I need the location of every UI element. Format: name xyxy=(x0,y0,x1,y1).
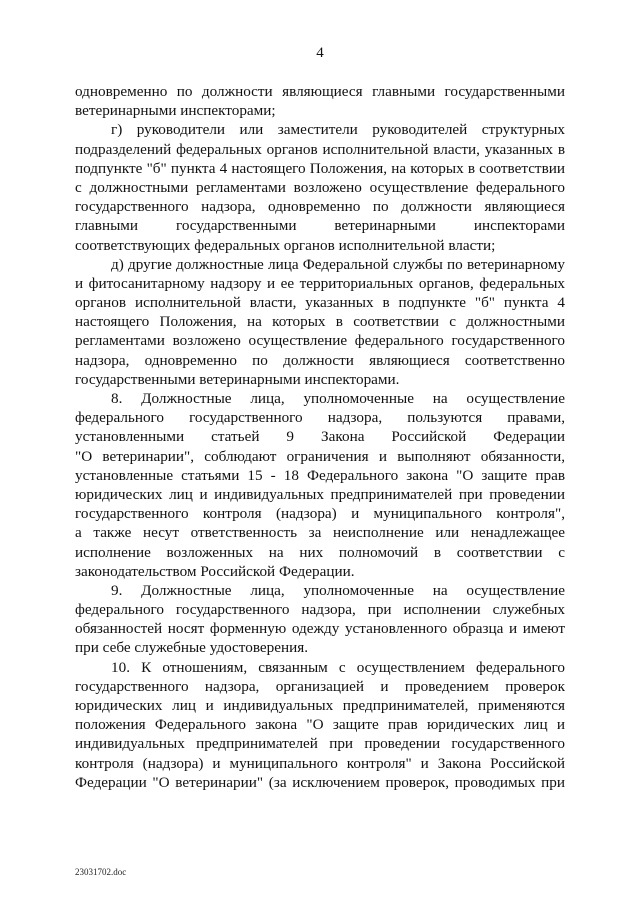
text-line: установленными статьей 9 Закона Российской Федерации xyxy=(75,428,565,446)
text-line: законодательством Российской Федерации. xyxy=(75,562,355,580)
text-line: государственного контроля (надзора) и муниципального контроля", xyxy=(75,505,565,523)
text-line: государственного надзора, одновременно по должности являющиеся xyxy=(75,198,565,216)
text-line: подпункте "б" пункта 4 настоящего Положения, на которых в соответствии xyxy=(75,159,565,177)
text-line: соответствующих федеральных органов исполнительной власти; xyxy=(75,236,496,254)
text-line: обязанностей носят форменную одежду установленного образца и имеют xyxy=(75,620,565,638)
text-line: 10. К отношениям, связанным с осуществлением федерального xyxy=(111,658,565,676)
text-line: государственными ветеринарными инспекторами. xyxy=(75,370,400,388)
text-line: одновременно по должности являющиеся главными государственными xyxy=(75,83,565,100)
text-line: контроля (надзора) и муниципального контроля" и Закона Российской xyxy=(75,754,565,772)
text-line: ветеринарными инспекторами; xyxy=(75,102,276,120)
text-line: 8. Должностные лица, уполномоченные на осуществление xyxy=(111,390,565,407)
text-line: 9. Должностные лица, уполномоченные на осуществление xyxy=(111,581,565,599)
text-line: надзора, одновременно по должности являющиеся соответственно xyxy=(75,351,565,369)
text-line: юридических лиц и индивидуальных предпринимателей при проведении xyxy=(75,485,565,503)
text-line: "О ветеринарии", соблюдают ограничения и выполняют обязанности, xyxy=(75,447,565,465)
text-line: подразделений федеральных органов исполнительной власти, указанных в xyxy=(75,140,565,158)
text-line: установленные статьями 15 - 18 Федерального закона "О защите прав xyxy=(75,466,565,484)
text-line: при себе служебные удостоверения. xyxy=(75,639,309,657)
text-line: исполнение возложенных на них полномочий в соответствии с xyxy=(75,543,565,561)
text-line: юридических лиц и индивидуальных предпринимателей, применяются xyxy=(75,697,565,714)
text-line: регламентами возложено осуществление федерального государственного xyxy=(75,332,565,350)
text-line: федерального государственного надзора, пользуются правами, xyxy=(75,409,565,427)
text-line: Федерации "О ветеринарии" (за исключением проверок, проводимых при xyxy=(75,773,565,791)
text-line: органов исполнительной власти, указанных в подпункте "б" пункта 4 xyxy=(75,294,565,312)
text-line: с должностными регламентами возложено осуществление федерального xyxy=(75,178,565,196)
text-line: федерального государственного надзора, при исполнении служебных xyxy=(75,601,565,619)
page-number: 4 xyxy=(316,45,324,61)
text-line: положения Федерального закона "О защите прав юридических лиц и xyxy=(75,716,565,734)
document-body xyxy=(75,82,565,792)
text-line: г) руководители или заместители руководителей структурных xyxy=(111,121,565,139)
text-line: и фитосанитарному надзору и ее территориальных органов, федеральных xyxy=(75,274,565,292)
text-line: главными государственными ветеринарными инспекторами xyxy=(75,217,565,235)
footer-doc-code: 23031702.doc xyxy=(75,867,127,877)
text-line: государственного надзора, организацией и проведением проверок xyxy=(75,677,565,695)
text-line: д) другие должностные лица Федеральной службы по ветеринарному xyxy=(111,255,565,273)
text-line: а также несут ответственность за неисполнение или ненадлежащее xyxy=(75,524,565,542)
text-line: индивидуальных предпринимателей при проведении государственного xyxy=(75,735,565,753)
text-line: настоящего Положения, на которых в соответствии с должностными xyxy=(75,313,565,331)
